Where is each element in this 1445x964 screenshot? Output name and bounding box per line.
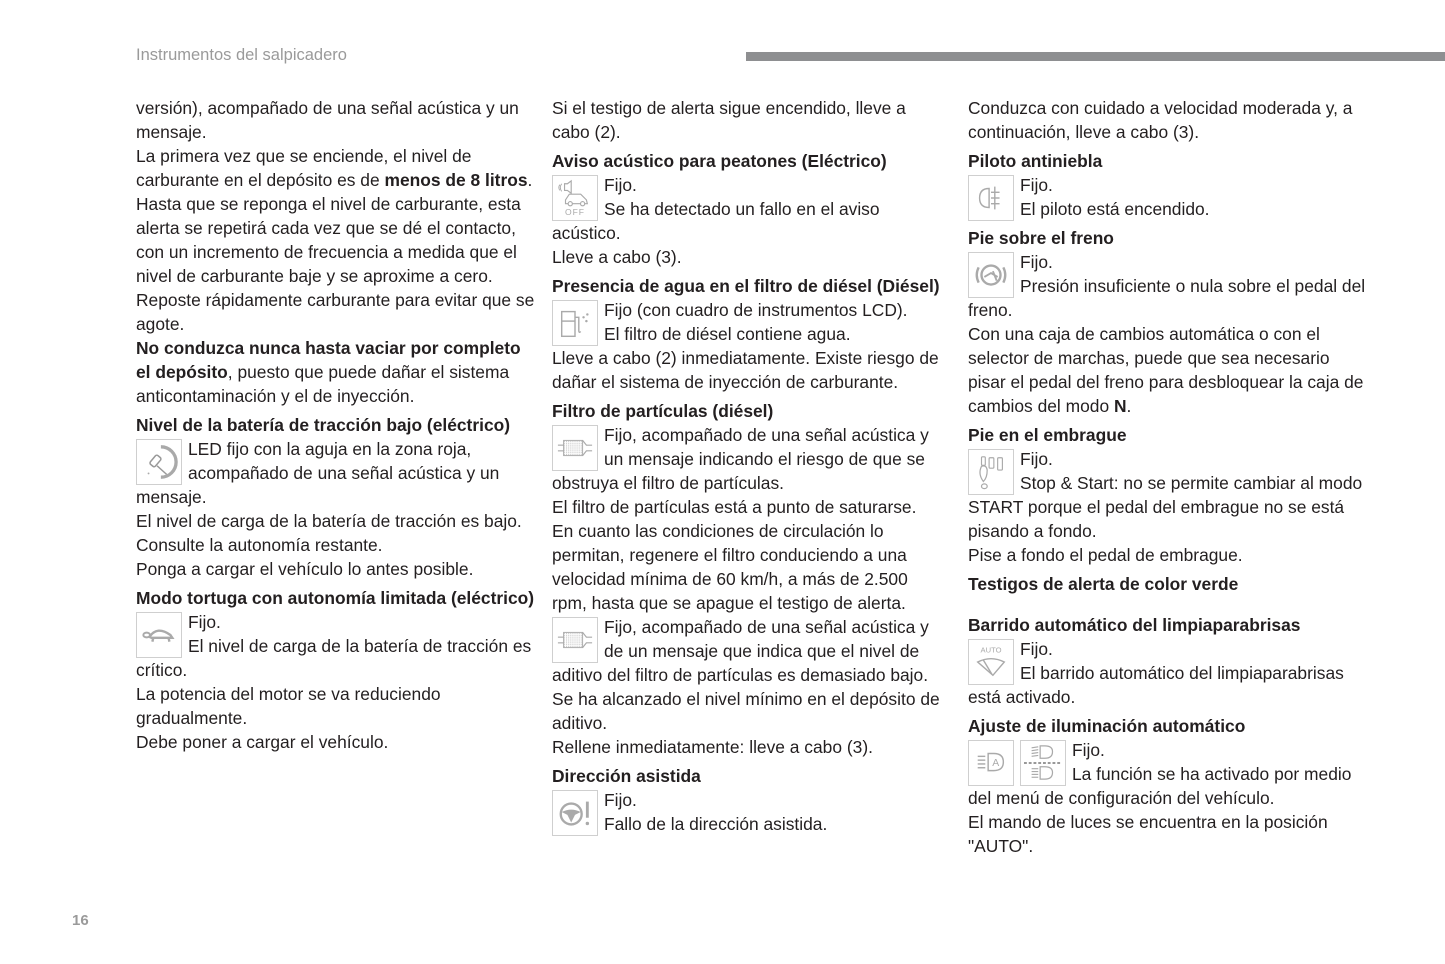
water-in-diesel-icon [552,300,598,346]
section-rear-fog: Fijo. El piloto está encendido. [968,173,1368,221]
section-turtle-mode: Fijo. El nivel de carga de la batería de tracción es crítico. La potencia del motor se va reduciendo gradualmente. Debe poner a cargar el vehículo. [136,612,532,752]
page-number: 16 [72,912,89,929]
section-foot-brake: Fijo. Presión insuficiente o nula sobre el pedal del freno. Con una caja de cambios automática o con el selector de marchas, puede que sea necesario pisar el pedal del freno para desbloquear la caja de cambios del modo N. [968,252,1366,416]
column-1 [136,96,536,754]
section-title-auto-lighting: Ajuste de iluminación automático [968,716,1246,736]
paragraph: Conduzca con cuidado a velocidad moderada y, a continuación, lleve a cabo (3). [968,98,1353,142]
section-pedestrian-sound: OFF Fijo. Se ha detectado un fallo en el aviso acústico. Lleve a cabo (3). [552,175,880,267]
steering-wheel-alert-icon [552,790,598,836]
battery-gauge-icon [136,439,182,485]
column-3 [968,96,1368,858]
foot-on-brake-icon [968,252,1014,298]
section-title-green-warnings: Testigos de alerta de color verde [968,574,1239,594]
auto-wiper-icon [968,639,1014,685]
pedestrian-sound-off-icon [552,175,598,221]
section-foot-clutch: Fijo. Stop & Start: no se permite cambiar al modo START porque el pedal del embrague no se está pisando a fondo. Pise a fondo el pedal de embrague. [968,449,1363,565]
section-battery-low: LED fijo con la aguja en la zona roja, acompañado de una señal acústica y un mensaje. El nivel de carga de la batería de tracción es bajo. Consulte la autonomía restante. Ponga a cargar el vehículo lo antes posible. [136,439,522,579]
section-title-pedestrian-sound: Aviso acústico para peatones (Eléctrico) [552,151,887,171]
column-2 [552,96,942,836]
section-title-power-steering: Dirección asistida [552,766,701,786]
section-auto-wipe: AUTO Fijo. El barrido automático del limpiaparabrisas está activado. [968,639,1344,707]
warning-paragraph: No conduzca nunca hasta vaciar por completo el depósito, puesto que puede dañar el sistema anticontaminación y el de inyección. [136,338,521,406]
auto-headlamp-icon [968,740,1014,786]
paragraph: La primera vez que se enciende, el nivel de carburante en el depósito es de menos de 8 litros. [136,146,533,190]
section-title-foot-brake: Pie sobre el freno [968,228,1114,248]
paragraph: Hasta que se reponga el nivel de carburante, esta alerta se repetirá cada vez que se dé el contacto, con un incremento de frecuencia a medida que el nivel de carburante baje y se aproxime a cero. [136,194,521,286]
high-low-beam-icon [1020,740,1066,786]
section-auto-lighting: A Fijo. La función se ha activado por medio del menú de configuración del vehículo. El mando de luces se encuentra en la posición "AUTO". [968,740,1352,856]
section-title-battery-low: Nivel de la batería de tracción bajo (eléctrico) [136,415,511,435]
turtle-icon [136,612,182,658]
particle-filter-additive-icon [552,617,598,663]
foot-on-clutch-icon [968,449,1014,495]
section-title-water-diesel: Presencia de agua en el filtro de diésel (Diésel) [552,276,940,296]
section-particle-filter: Fijo, acompañado de una señal acústica y un mensaje indicando el riesgo de que se obstruya el filtro de partículas. El filtro de partículas está a punto de saturarse. En cuanto las condiciones de circulación lo permitan, regenere el filtro conduciendo a una velocidad mínima de 60 km/h, a más de 2.500 rpm, hasta que se apague el testigo de alerta. Fijo, acompañado de una señal acústica y de un mensaje que indica que el nivel de aditivo del filtro de partículas es demasiado bajo. Se ha alcanzado el nivel mínimo en el depósito de aditivo. Rellene inmediatamente: lleve a cabo (3). [552,425,940,757]
paragraph: Si el testigo de alerta sigue encendido, lleve a cabo (2). [552,98,906,142]
section-title-auto-wipe: Barrido automático del limpiaparabrisas [968,615,1301,635]
particle-filter-icon [552,425,598,471]
svg-text:A: A [992,757,1000,769]
svg-text:AUTO: AUTO [980,645,1002,655]
section-title-particle-filter: Filtro de partículas (diésel) [552,401,774,421]
svg-text:OFF: OFF [565,207,585,217]
section-title-rear-fog: Piloto antiniebla [968,151,1103,171]
section-water-diesel: Fijo (con cuadro de instrumentos LCD). El filtro de diésel contiene agua. Lleve a cabo (2) inmediatamente. Existe riesgo de dañar el sistema de inyección de carburante. [552,300,939,392]
paragraph: Reposte rápidamente carburante para evitar que se agote. [136,290,535,334]
section-power-steering: Fijo. Fallo de la dirección asistida. [552,788,942,836]
section-title-foot-clutch: Pie en el embrague [968,425,1127,445]
rear-fog-light-icon [968,175,1014,221]
running-title: Instrumentos del salpicadero [136,46,347,64]
paragraph: versión), acompañado de una señal acústica y un mensaje. [136,98,519,142]
header-bar [746,52,1445,61]
section-title-turtle-mode: Modo tortuga con autonomía limitada (eléctrico) [136,588,535,608]
